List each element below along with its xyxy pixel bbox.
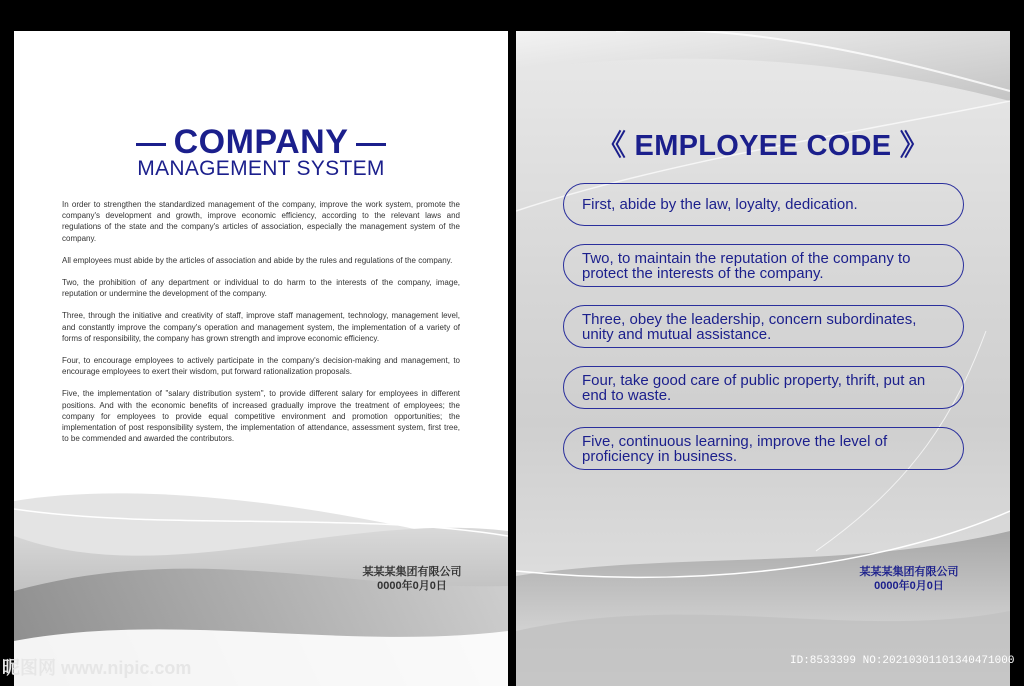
- code-item: Three, obey the leadership, concern subordinates, unity and mutual assistance.: [563, 305, 964, 348]
- date: 0000年0月0日: [377, 580, 447, 592]
- employee-code-list: [563, 183, 964, 470]
- paragraph: Four, to encourage employees to actively participate in the company's decision-making and management, to encourage employees to exert their wisdom, put forward rationalization proposals.: [62, 356, 460, 377]
- date: 0000年0月0日: [874, 580, 944, 592]
- code-item: Four, take good care of public property, thrift, put an end to waste.: [563, 366, 964, 409]
- title-dash-right: [356, 143, 386, 146]
- code-item: Two, to maintain the reputation of the company to protect the interests of the company.: [563, 244, 964, 287]
- code-item: First, abide by the law, loyalty, dedication.: [563, 183, 964, 226]
- company-footer: [854, 565, 964, 593]
- management-system-page: [14, 31, 508, 686]
- site-watermark: 昵图网 www.nipic.com: [2, 658, 192, 678]
- code-item: Five, continuous learning, improve the level of proficiency in business.: [563, 427, 964, 470]
- page-subtitle: MANAGEMENT SYSTEM: [137, 157, 385, 180]
- title-dash-left: [136, 143, 166, 146]
- page-title: 《 EMPLOYEE CODE 》: [596, 130, 930, 162]
- paragraph: Two, the prohibition of any department or individual to do harm to the interests of the company, image, reputation or undermine the development of the company.: [62, 278, 460, 299]
- employee-code-page: [516, 31, 1010, 686]
- company-footer: [362, 565, 462, 593]
- paragraph: In order to strengthen the standardized management of the company, improve the work system, promote the company's development and growth, improve economic efficiency, according to the relevant laws and regulations of the state and the company's articles of association, especially the management system of the company.: [62, 200, 460, 243]
- management-text: [62, 199, 460, 455]
- paragraph: Five, the implementation of "salary distribution system", to provide different salary for employees in different positions. And with the economic benefits of increased gradually improve the treatment of employees; the company for employees to provide equal competitive environment and promotion opportunities; the implementation of post responsibility system, the implementation of attendance, assessment system, first tree, to be commended and awarded the contributors.: [62, 389, 460, 444]
- paragraph: All employees must abide by the articles of association and abide by the rules and regulations of the company.: [62, 255, 453, 265]
- page-title: [14, 123, 508, 161]
- company-name: 某某某集团有限公司: [859, 566, 959, 578]
- company-name: 某某某集团有限公司: [362, 566, 462, 578]
- image-id-watermark: ID:8533399 NO:20210301101340471000: [790, 655, 1015, 667]
- title-text: COMPANY: [173, 123, 349, 161]
- paragraph: Three, through the initiative and creativity of staff, improve staff management, technology, management level, and constantly improve the company's operation and management system, the implementation of a variety of forms of responsibility, the company has grown strength and improve economic efficiency.: [62, 311, 460, 343]
